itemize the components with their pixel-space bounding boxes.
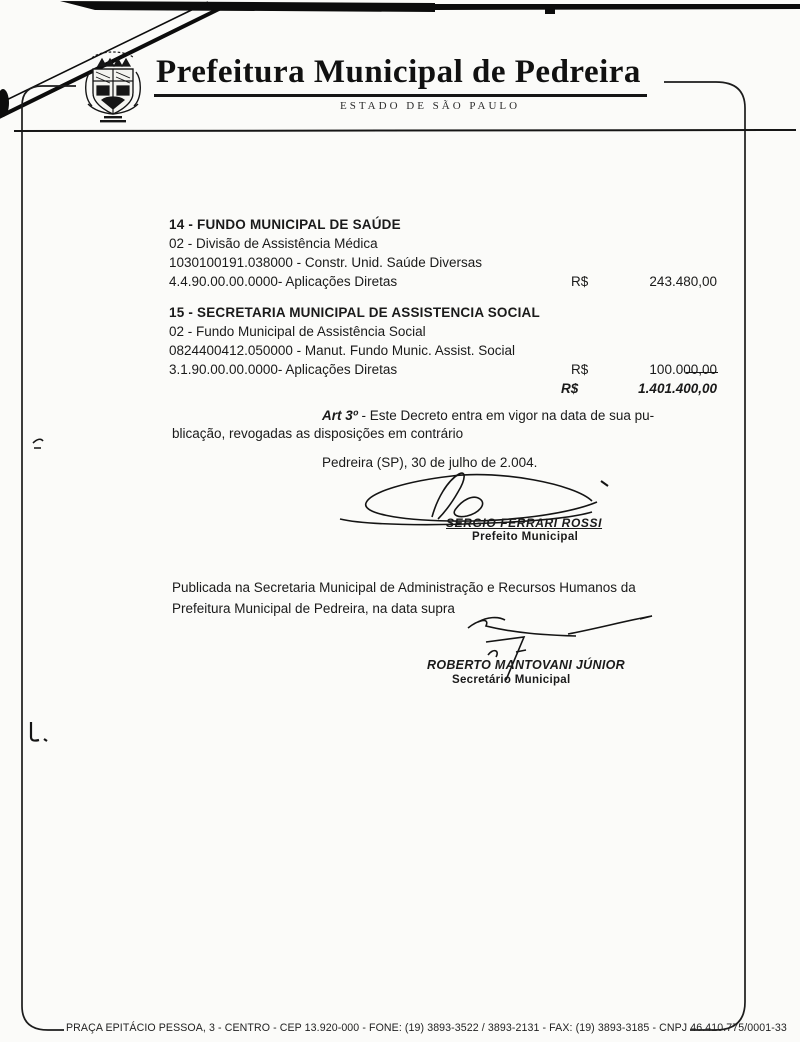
publication-line1: Publicada na Secretaria Municipal de Administração e Recursos Humanos da xyxy=(172,580,636,595)
budget-item-program: 0824400412.050000 - Manut. Fundo Munic. Assist. Social xyxy=(169,343,515,358)
allocation-amount: 100.000,00 xyxy=(649,362,717,377)
mayor-signature-name: SERGIO FERRARI ROSSI xyxy=(446,516,603,530)
budget-item-title: 14 - FUNDO MUNICIPAL DE SAÚDE xyxy=(169,217,401,232)
sum-underline xyxy=(686,372,718,373)
publication-line2: Prefeitura Municipal de Pedreira, na data supra xyxy=(172,600,455,616)
budget-item-program: 1030100191.038000 - Constr. Unid. Saúde Diversas xyxy=(169,255,482,270)
publication-note xyxy=(172,578,712,619)
budget-item-14 xyxy=(169,215,717,291)
currency-symbol: R$ xyxy=(571,274,589,289)
allocation-label: 4.4.90.00.00.0000- Aplicações Diretas xyxy=(169,274,398,289)
budget-item-division: 02 - Fundo Municipal de Assistência Social xyxy=(169,324,426,339)
secretary-signature-role: Secretário Municipal xyxy=(452,674,571,686)
margin-scan-marks xyxy=(31,439,47,741)
total-currency-symbol: R$ xyxy=(561,381,579,396)
article-3-paragraph xyxy=(172,405,704,426)
budget-item-15 xyxy=(169,303,717,398)
grand-total-row xyxy=(169,379,717,398)
coat-of-arms-icon xyxy=(78,44,148,124)
letterhead-subtitle: ESTADO DE SÃO PAULO xyxy=(340,100,521,112)
allocation-label: 3.1.90.00.00.0000- Aplicações Diretas xyxy=(169,362,398,377)
budget-item-allocation-row xyxy=(169,360,717,379)
article-3-paragraph-line2: blicação, revogadas as disposições em contrário xyxy=(172,426,464,441)
budget-item-division: 02 - Divisão de Assistência Médica xyxy=(169,236,378,251)
dateline: Pedreira (SP), 30 de julho de 2.004. xyxy=(322,455,538,470)
allocation-amount: 243.480,00 xyxy=(649,274,717,289)
header-rule xyxy=(14,130,796,131)
article-3-text: - Este Decreto entra em vigor na data de sua pu- xyxy=(357,408,655,423)
secretary-signature-name: ROBERTO MANTOVANI JÚNIOR xyxy=(427,658,625,672)
mayor-signature-role: Prefeito Municipal xyxy=(472,531,579,543)
letterhead-title: Prefeitura Municipal de Pedreira xyxy=(154,54,647,97)
scanner-edge-band xyxy=(60,1,800,14)
article-3-label: Art 3º xyxy=(322,408,358,423)
footer-address-line: PRAÇA EPITÁCIO PESSOA, 3 - CENTRO - CEP 13.920-000 - FONE: (19) 3893-3522 / 3893-2131 - FAX: (19) 3893-3185 - CNPJ 46.410.775/0001-33 xyxy=(66,1022,787,1034)
total-amount: 1.401.400,00 xyxy=(638,381,717,396)
currency-symbol: R$ xyxy=(571,362,589,377)
budget-item-title: 15 - SECRETARIA MUNICIPAL DE ASSISTENCIA SOCIAL xyxy=(169,305,540,320)
budget-item-allocation-row xyxy=(169,272,717,291)
